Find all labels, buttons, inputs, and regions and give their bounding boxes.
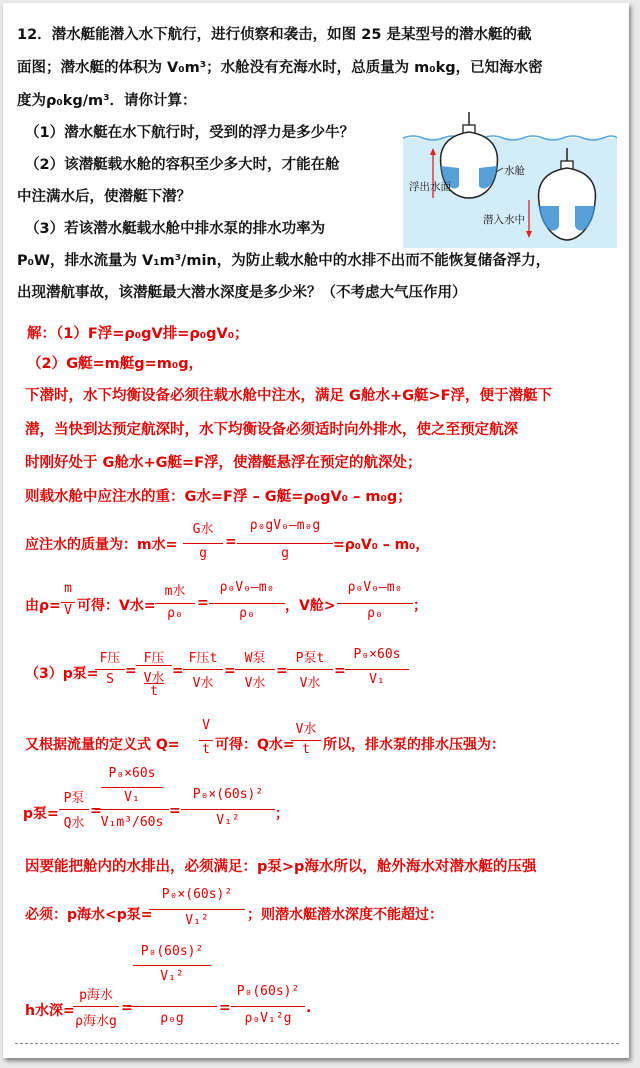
cond2-f-den: V₁² bbox=[185, 913, 209, 928]
pp-f3-num: P₀×(60s)² bbox=[192, 787, 264, 802]
h-f1-den: ρ海水g bbox=[75, 1014, 117, 1029]
p-f5-den: V水 bbox=[299, 676, 321, 691]
bottom-divider bbox=[15, 1043, 619, 1044]
q-lead: 又根据流量的定义式 Q= bbox=[25, 737, 180, 753]
p-f2-den-num: V水 bbox=[143, 671, 165, 686]
question-3-line-1: （3）若该潜水艇载水舱中排水泵的排水功率为 bbox=[25, 221, 326, 237]
solution-line-3: 下潜时，水下均衡设备必须往载水舱中注水，满足 G舱水+G艇>F浮，便于潜艇下 bbox=[25, 388, 553, 404]
question-3-line-3: 出现潜航事故，该潜艇最大潜水深度是多少米？（不考虑大气压作用） bbox=[17, 285, 467, 301]
h-f2-den: ρ₀g bbox=[160, 1011, 184, 1026]
q-can: 可得：Q水= bbox=[215, 737, 295, 753]
vol-rho-den: V bbox=[64, 603, 72, 618]
solution-line-5: 时刚好处于 G舱水+G艇=F浮，使潜艇悬浮在预定的航深处； bbox=[25, 455, 422, 471]
p-f6-den: V₁ bbox=[369, 672, 385, 687]
h-tail: . bbox=[306, 1000, 312, 1016]
question-2-line-1: （2）该潜艇载水舱的容积至少多大时，才能在舱 bbox=[25, 157, 340, 173]
p-f3-den: V水 bbox=[192, 676, 214, 691]
problem-line-1: 12．潜水艇能潜入水下航行，进行侦察和袭击，如图 25 是某型号的潜水艇的截 bbox=[17, 27, 532, 43]
pp-f1-den: Q水 bbox=[63, 816, 85, 831]
mass-tail: =ρ₀V₀ – m₀， bbox=[333, 537, 430, 553]
cond2-tail: ；则潜水艇潜水深度不能超过： bbox=[247, 907, 443, 923]
label-dive: 潜入水中 bbox=[483, 214, 525, 226]
mass-f1-num: G水 bbox=[192, 522, 214, 537]
vol-f3-num: ρ₀V₀–m₀ bbox=[347, 580, 403, 595]
question-3-line-2: P₀W，排水流量为 V₁m³/min，为防止载水舱中的水排不出而不能恢复储备浮力， bbox=[17, 253, 551, 269]
q-f2-num: V水 bbox=[295, 722, 317, 737]
vol-tail: ； bbox=[413, 598, 427, 614]
vol-mid: ，V舱> bbox=[285, 598, 336, 614]
vol-f2-num: ρ₀V₀–m₀ bbox=[219, 580, 275, 595]
cond2-f-num: P₀×(60s)² bbox=[161, 887, 233, 902]
question-1: （1）潜水艇在水下航行时，受到的浮力是多少牛？ bbox=[25, 125, 355, 141]
solution-line-6: 则载水舱中应注水的重：G水=F浮 – G艇=ρ₀gV₀ – m₀g； bbox=[25, 489, 412, 505]
p-f3-num: F压t bbox=[188, 651, 218, 666]
submarine-figure bbox=[403, 108, 617, 248]
p-f4-num: W泵 bbox=[244, 651, 266, 666]
label-tank: 水舱 bbox=[504, 165, 525, 177]
p-f2-num: F压 bbox=[143, 651, 165, 666]
vol-rho-num: m bbox=[64, 581, 72, 596]
h-f1-num: p海水 bbox=[79, 988, 113, 1003]
vol-f3-den: ρ₀ bbox=[367, 606, 383, 621]
solution-line-1: 解：（1）F浮=ρ₀gV排=ρ₀gV₀； bbox=[27, 326, 249, 342]
h-lead: h水深= bbox=[25, 1003, 75, 1019]
pp-f1-num: P泵 bbox=[63, 791, 85, 806]
vol-lead: 由ρ= bbox=[25, 598, 61, 614]
vol-f1-den: ρ₀ bbox=[167, 606, 183, 621]
pp-f2-numden: V₁ bbox=[124, 790, 140, 805]
p-f6-num: P₀×60s bbox=[353, 647, 401, 662]
p-f1-den: S bbox=[106, 672, 114, 687]
cond2-lead: 必须：p海水<p泵= bbox=[25, 907, 153, 923]
problem-line-3: 度为ρ₀kg/m³．请你计算： bbox=[17, 93, 197, 109]
mass-f2-den: g bbox=[281, 546, 289, 561]
q-f1-num: V bbox=[202, 718, 210, 733]
document-page: 12．潜水艇能潜入水下航行，进行侦察和袭击，如图 25 是某型号的潜水艇的截 面图；潜水艇的体积为 V₀m³；水舱没有充海水时，总质量为 m₀kg，已知海水密 度为ρ₀kg/m³．请你计算： （1）潜水艇在水下航行时，受到的浮力是多少牛？ （2）该潜艇载水舱的容积至少多大时，才能在舱 中注满水后，使潜艇下潜？ （3）若该潜水艇载水舱中排水泵的排水功率为 P₀W，排水流量为 V₁m³/min，为防止载水舱中的水排不出而不能恢复储备浮力， 出现潜航事故，该潜艇最大潜水深度是多少米？（不考虑大气压作用） 浮出水面 水舱 潜入水中 解：（1）F浮=ρ₀gV排=ρ₀gV₀； （2）G艇=m艇g=m₀g， 下潜时，水下均衡设备必须往载水舱中注水，满足 G舱水+G艇>F浮，便于潜艇下 潜，当快到达预定航深时，水下均衡设备必须适时向外排水，使之至预定航深 时刚好处于 G舱水+G艇=F浮，使潜艇悬浮在预定的航深处； 则载水舱中应注水的重：G水=F浮 – G艇=ρ₀gV₀ – m₀g； 应注水的质量为：m水= G水 g = ρ₀gV₀–m₀g g =ρ₀V₀ – m₀， 由ρ= m V 可得：V水= m水 ρ₀ = ρ₀V₀–m₀ ρ₀ ，V舱> ρ₀V₀–m₀ ρ₀ ； （3）p泵= F压 S = F压 V水 t = F压t V水 = W泵 V水 = P泵t V水 = P₀×60s V₁ 又根据流量的定义式 Q= V t 可得：Q水= V水 t 所以，排水泵的排水压强为： p泵= P泵 Q水 = P₀×60s V₁ V₁m³/60s = P₀×(60s)² V₁² ； 因要能把舱内的水排出，必须满足：p泵>p海水所以，舱外海水对潜水艇的压强 必须：p海水<p泵= P₀×(60s)² V₁² ；则潜水艇潜水深度不能超过： h水深= p海水 ρ海水g = P₀(60s)² V₁² ρ₀g = P₀(60s)² ρ₀V₁²g . bbox=[3, 3, 629, 1058]
mass-f1-den: g bbox=[199, 546, 207, 561]
mass-f2-num: ρ₀gV₀–m₀g bbox=[249, 518, 321, 533]
solution-line-2: （2）G艇=m艇g=m₀g， bbox=[27, 356, 204, 372]
vol-can: 可得：V水= bbox=[77, 598, 156, 614]
pp-tail: ； bbox=[275, 806, 289, 822]
mass-lead: 应注水的质量为：m水= bbox=[25, 537, 178, 553]
condition-line-1: 因要能把舱内的水排出，必须满足：p泵>p海水所以，舱外海水对潜水艇的压强 bbox=[25, 859, 537, 875]
solution-line-4: 潜，当快到达预定航深时，水下均衡设备必须适时向外排水，使之至预定航深 bbox=[25, 422, 518, 438]
pp-lead: p泵= bbox=[23, 806, 59, 822]
h-f3-den: ρ₀V₁²g bbox=[244, 1011, 292, 1026]
q-f2-den: t bbox=[302, 742, 310, 757]
h-f2-numnum: P₀(60s)² bbox=[140, 944, 204, 959]
pp-f2-den: V₁m³/60s bbox=[100, 815, 164, 830]
label-float: 浮出水面 bbox=[409, 181, 451, 193]
p-f2-den-den: t bbox=[150, 684, 158, 699]
vol-f1-num: m水 bbox=[164, 584, 186, 599]
pp-f2-numnum: P₀×60s bbox=[108, 766, 156, 781]
p-f1-num: F压 bbox=[99, 651, 121, 666]
p-lead: （3）p泵= bbox=[25, 666, 99, 682]
p-f4-den: V水 bbox=[244, 676, 266, 691]
q-f1-den: t bbox=[202, 742, 210, 757]
q-tail: 所以，排水泵的排水压强为： bbox=[323, 737, 505, 753]
problem-line-2: 面图；潜水艇的体积为 V₀m³；水舱没有充海水时，总质量为 m₀kg，已知海水密 bbox=[17, 60, 543, 76]
h-f3-num: P₀(60s)² bbox=[236, 984, 300, 999]
question-2-line-2: 中注满水后，使潜艇下潜？ bbox=[17, 189, 191, 205]
vol-f2-den: ρ₀ bbox=[239, 606, 255, 621]
pp-f3-den: V₁² bbox=[216, 813, 240, 828]
p-f5-num: P泵t bbox=[295, 651, 325, 666]
h-f2-numden: V₁² bbox=[160, 969, 184, 984]
